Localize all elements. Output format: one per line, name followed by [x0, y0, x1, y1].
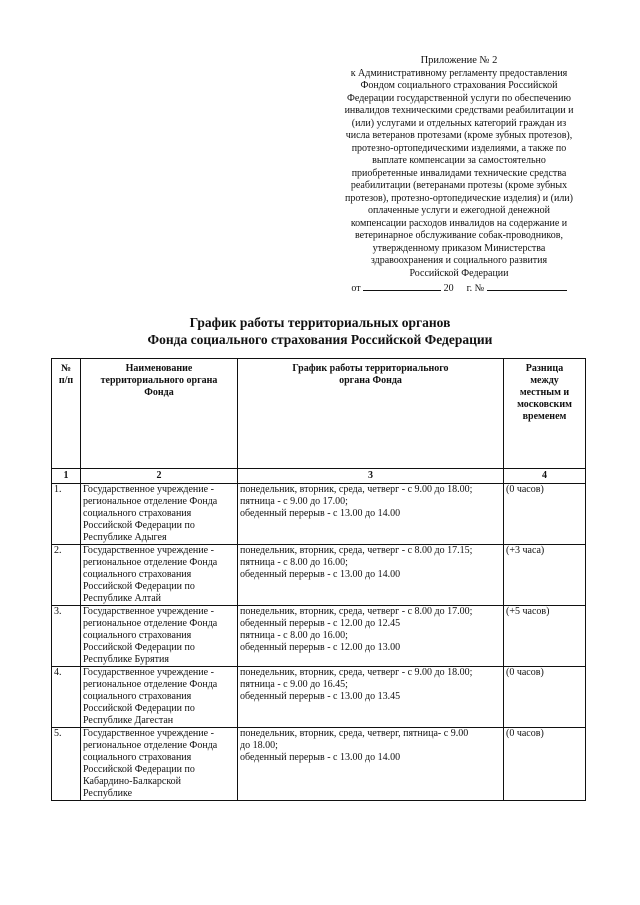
appendix-line: компенсации расходов инвалидов на содержание и: [350, 217, 568, 229]
time-difference: (+5 часов): [504, 606, 586, 667]
date-blank: [363, 281, 441, 291]
org-name: Государственное учреждение - региональное отделение Фонда социального страхования Российской Федерации по Республике Адыгея: [81, 484, 238, 545]
header-organization: Наименование территориального органа Фонда: [81, 359, 238, 469]
appendix-line: Фондом социального страхования Российской: [360, 80, 558, 91]
header-schedule: График работы территориального органа Фонда: [238, 359, 504, 469]
appendix-title: Приложение № 2: [420, 55, 498, 66]
header-number: № п/п: [52, 359, 81, 469]
appendix-line: ветеринарное обслуживание собак-проводников,: [354, 230, 563, 241]
document-title: [60, 314, 580, 348]
appendix-block: [318, 55, 600, 296]
time-difference: (+3 часа): [504, 545, 586, 606]
appendix-line: оплаченные услуги и ежегодной денежной: [368, 205, 550, 216]
work-schedule: понедельник, вторник, среда, четверг - с 8.00 до 17.00; обеденный перерыв - с 12.00 до 12.45 пятница - с 8.00 до 16.00; обеденный перерыв - с 12.00 до 13.00: [238, 606, 504, 667]
table-row: [52, 728, 586, 801]
row-number: 3.: [52, 606, 81, 667]
work-schedule: понедельник, вторник, среда, четверг - с 9.00 до 18.00; пятница - с 9.00 до 17.00; обеденный перерыв - с 13.00 до 14.00: [238, 484, 504, 545]
time-difference: (0 часов): [504, 667, 586, 728]
appendix-line: приобретенные инвалидами технические средства: [351, 167, 567, 179]
column-number: 4: [504, 469, 586, 484]
appendix-line: реабилитации (ветеранами протезы (кроме зубных: [350, 180, 568, 191]
row-number: 5.: [52, 728, 81, 801]
signature-line: [318, 281, 600, 296]
title-line-1: График работы территориальных органов: [189, 315, 451, 330]
header-time-difference: Разница между местным и московским временем: [504, 359, 586, 469]
work-schedule: понедельник, вторник, среда, четверг - с 8.00 до 17.15; пятница - с 8.00 до 16.00; обеденный перерыв - с 13.00 до 14.00: [238, 545, 504, 606]
org-name: Государственное учреждение - региональное отделение Фонда социального страхования Российской Федерации по Республике Дагестан: [81, 667, 238, 728]
appendix-line: инвалидов техническими средствами реабилитации и: [344, 105, 574, 116]
number-blank: [487, 281, 567, 291]
table-row: [52, 545, 586, 606]
row-number: 4.: [52, 667, 81, 728]
appendix-line: Российской Федерации: [409, 267, 509, 279]
title-line-2: Фонда социального страхования Российской Федерации: [147, 332, 493, 347]
appendix-line: к Административному регламенту предоставления: [350, 67, 568, 79]
appendix-line: протезно-ортопедическими изделиями, а также по: [351, 142, 567, 154]
schedule-table: [51, 358, 586, 801]
appendix-line: протезов), протезно-ортопедические изделия) и (или): [344, 192, 573, 204]
row-number: 1.: [52, 484, 81, 545]
sig-from-label: от: [351, 283, 361, 294]
column-number: 1: [52, 469, 81, 484]
appendix-line: утвержденному приказом Министерства: [372, 242, 546, 254]
appendix-line: числа ветеранов протезами (кроме зубных протезов),: [345, 130, 573, 141]
table-row: [52, 484, 586, 545]
table-row: [52, 606, 586, 667]
time-difference: (0 часов): [504, 728, 586, 801]
column-number: 3: [238, 469, 504, 484]
org-name: Государственное учреждение - региональное отделение Фонда социального страхования Российской Федерации по Республике Бурятия: [81, 606, 238, 667]
appendix-line: (или) услугами и отдельных категорий граждан из: [351, 117, 567, 129]
org-name: Государственное учреждение - региональное отделение Фонда социального страхования Российской Федерации по Кабардино-Балкарской Республике: [81, 728, 238, 801]
sig-year: 20: [443, 283, 454, 294]
time-difference: (0 часов): [504, 484, 586, 545]
appendix-line: выплате компенсации за самостоятельно: [372, 155, 546, 166]
sig-number-label: г. №: [466, 283, 485, 294]
work-schedule: понедельник, вторник, среда, четверг - с 9.00 до 18.00; пятница - с 9.00 до 16.45; обеденный перерыв - с 13.00 до 13.45: [238, 667, 504, 728]
row-number: 2.: [52, 545, 81, 606]
table-row: [52, 667, 586, 728]
appendix-lines: [318, 68, 600, 281]
table-header-row: [52, 359, 586, 469]
column-numbers-row: [52, 469, 586, 484]
appendix-line: Федерации государственной услуги по обеспечению: [347, 92, 571, 104]
work-schedule: понедельник, вторник, среда, четверг, пятница- с 9.00 до 18.00; обеденный перерыв - с 13.00 до 14.00: [238, 728, 504, 801]
column-number: 2: [81, 469, 238, 484]
appendix-line: здравоохранения и социального развития: [370, 255, 548, 266]
org-name: Государственное учреждение - региональное отделение Фонда социального страхования Российской Федерации по Республике Алтай: [81, 545, 238, 606]
